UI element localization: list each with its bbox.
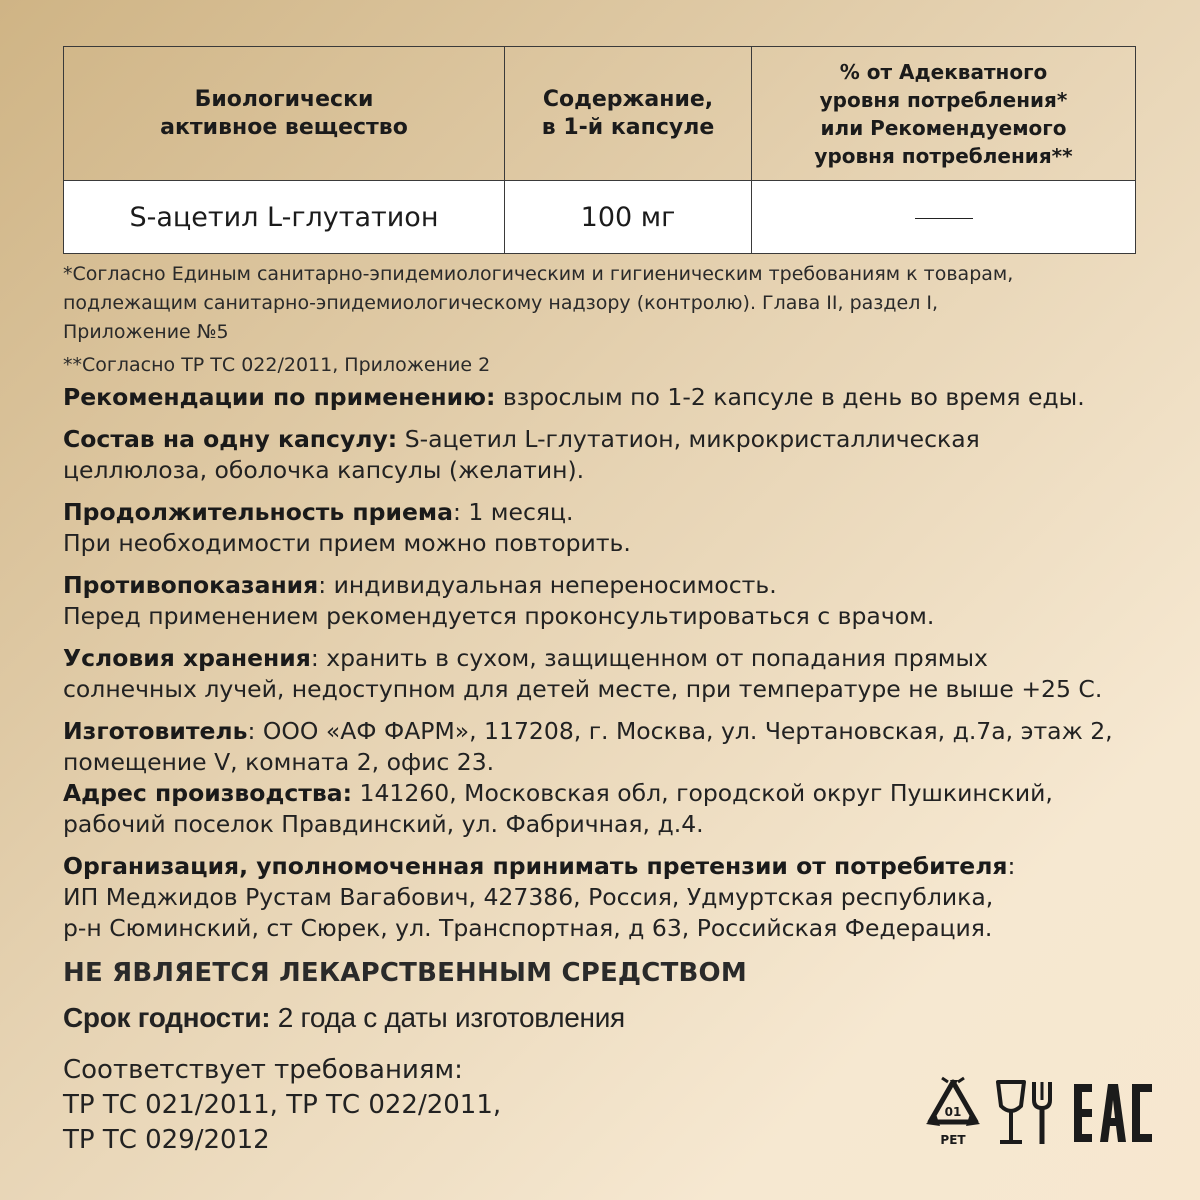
footnote-1: *Согласно Единым санитарно-эпидемиологическим и гигиеническим требованиям к товарам, подлежащим санитарно-эпидемиологическому надзору (контролю). Глава II, раздел I, Приложение №5 bbox=[63, 263, 1014, 343]
compliance-text: Соответствует требованиям: ТР ТС 021/2011, ТР ТС 022/2011, ТР ТС 029/2012 bbox=[63, 1055, 502, 1155]
cell-percent bbox=[752, 181, 1136, 254]
glass-fork-icon bbox=[994, 1078, 1056, 1148]
organization-section: Организация, уполномоченная принимать претензии от потребителя: ИП Меджидов Рустам Вагабович, 427386, Россия, Удмуртская республика, р-н Сюминский, ст Сюрек, ул. Транспортная, д 63, Российская Федерация. bbox=[63, 852, 1016, 942]
certification-marks bbox=[920, 1072, 1160, 1152]
product-info bbox=[63, 382, 1173, 955]
duration-section: Продолжительность приема: 1 месяц. При необходимости прием можно повторить. bbox=[63, 498, 631, 557]
table-header-row bbox=[64, 47, 1136, 181]
footnotes bbox=[63, 260, 1173, 380]
dash-mark bbox=[915, 218, 973, 219]
recycle-material: PET bbox=[940, 1133, 966, 1147]
table-row bbox=[64, 181, 1136, 254]
not-medicine-warning: НЕ ЯВЛЯЕТСЯ ЛЕКАРСТВЕННЫМ СРЕДСТВОМ bbox=[63, 958, 747, 988]
manufacturer-section: Изготовитель: ООО «АФ ФАРМ», 117208, г. Москва, ул. Чертановская, д.7а, этаж 2, помещение V, комната 2, офис 23. bbox=[63, 717, 1113, 776]
header-substance: Биологически активное вещество bbox=[64, 47, 505, 181]
storage-section: Условия хранения: хранить в сухом, защищенном от попадания прямых солнечных лучей, недоступном для детей месте, при температуре не выше +25 С. bbox=[63, 644, 1103, 703]
contraindications-section: Противопоказания: индивидуальная непереносимость. Перед применением рекомендуется проконсультироваться с врачом. bbox=[63, 571, 935, 630]
composition-section: Состав на одну капсулу: S-ацетил L-глутатион, микрокристаллическая целлюлоза, оболочка капсулы (желатин). bbox=[63, 425, 980, 484]
footnote-2: **Согласно ТР ТС 022/2011, Приложение 2 bbox=[63, 354, 491, 376]
shelf-life: Срок годности: 2 года с даты изготовления bbox=[63, 1002, 625, 1033]
cell-amount: 100 мг bbox=[505, 181, 752, 254]
cell-substance: S-ацетил L-глутатион bbox=[64, 181, 505, 254]
header-amount: Содержание, в 1-й капсуле bbox=[505, 47, 752, 181]
composition-table bbox=[63, 46, 1136, 254]
eac-icon bbox=[1070, 1080, 1156, 1146]
usage-section: Рекомендации по применению: взрослым по 1-2 капсуле в день во время еды. bbox=[63, 383, 1085, 411]
recycle-pet-icon bbox=[920, 1076, 986, 1150]
recycle-code: 01 bbox=[944, 1105, 962, 1119]
header-percent: % от Адекватного уровня потребления* или Рекомендуемого уровня потребления** bbox=[752, 47, 1136, 181]
production-address-section: Адрес производства: 141260, Московская обл, городской округ Пушкинский, рабочий поселок Правдинский, ул. Фабричная, д.4. bbox=[63, 779, 1053, 838]
